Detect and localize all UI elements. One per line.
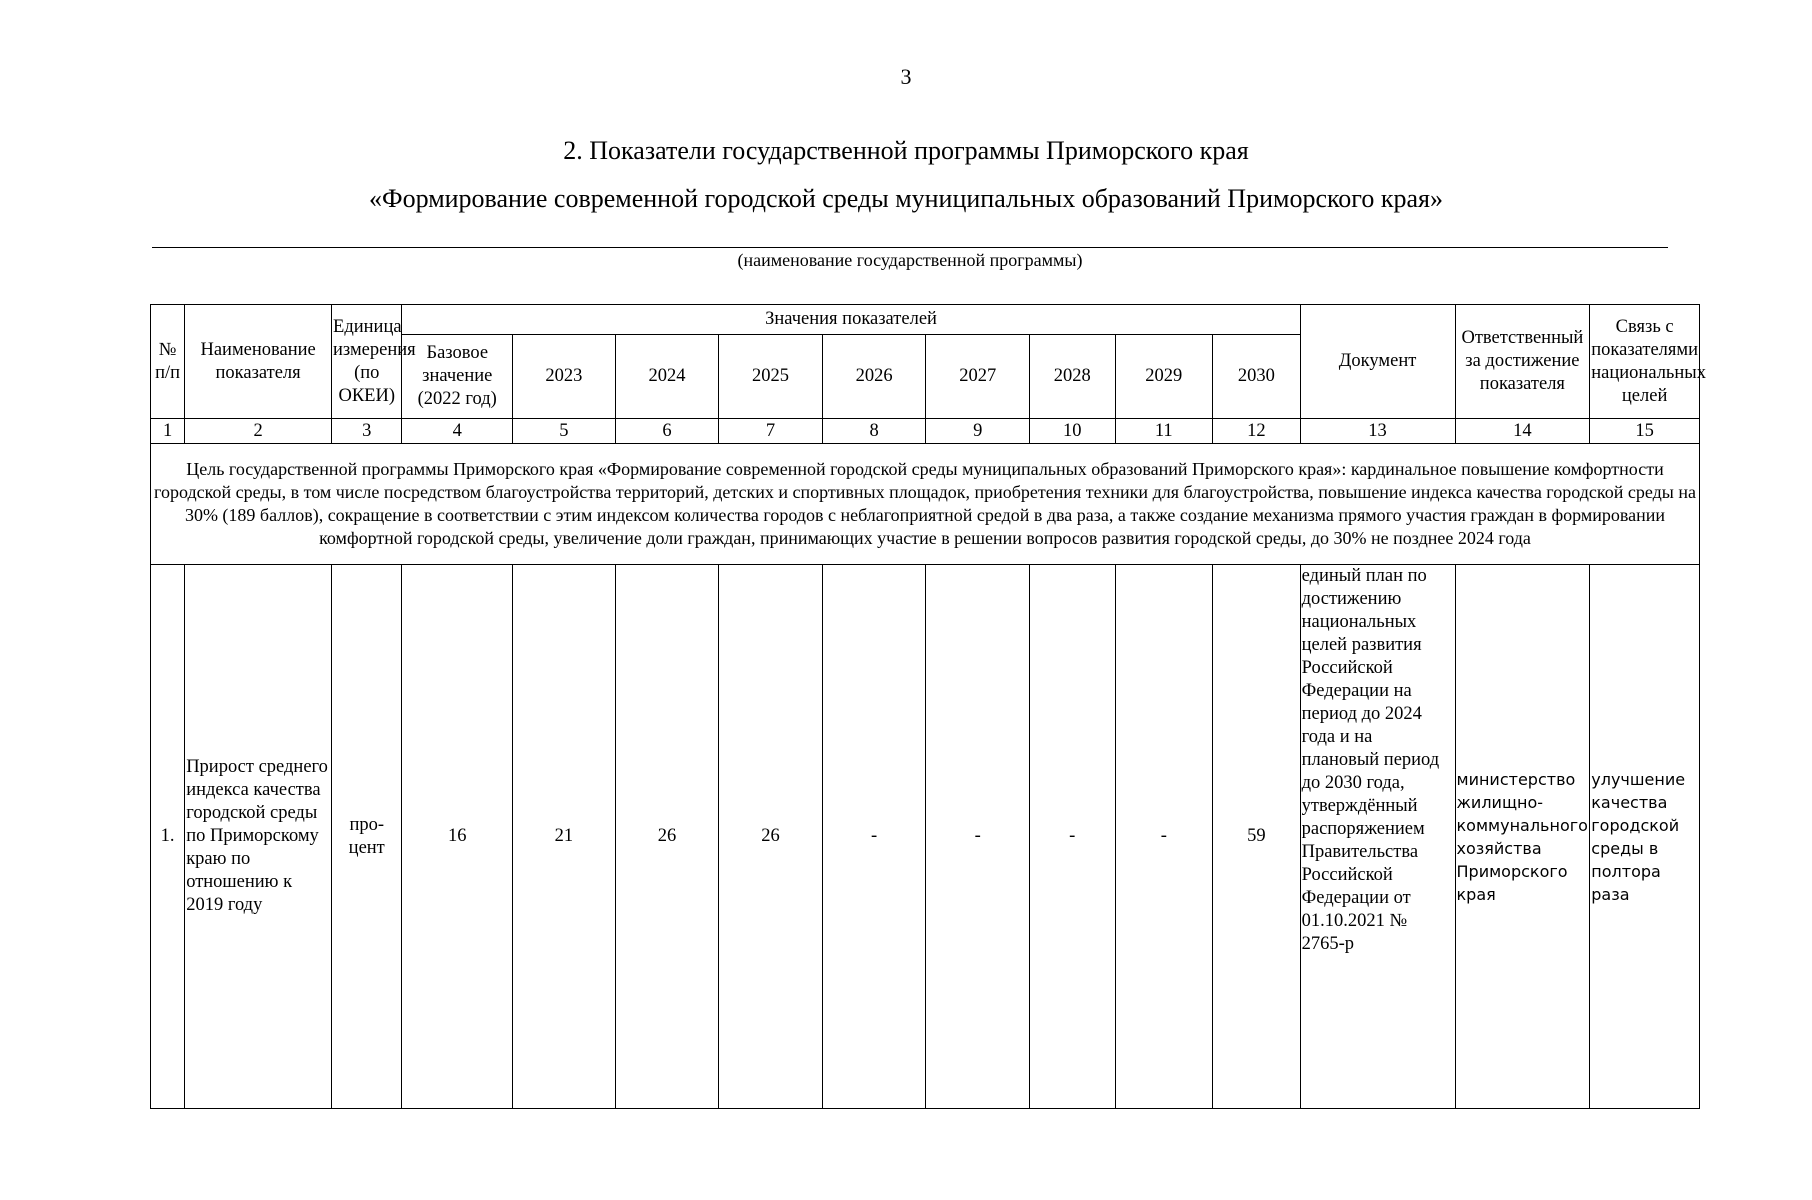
header-year: 2024 bbox=[615, 335, 719, 419]
program-goal: Цель государственной программы Приморского края «Формирование современной городской среды муниципальных образований Приморского края»: кардинальное повышение комфортности городской среды, в том числе посредством благоустройства территорий, детских и спортивных площадок, приобретения техники для благоустройства, повышение индекса качества городской среды на 30% (189 баллов), сокращение в соответствии с этим индексом количества городов с неблагоприятной средой в два раза, а также создание механизма прямого участия граждан в формировании комфортной городской среды, увеличение доли граждан, принимающих участие в решении вопросов развития городской среды, до 30% не позднее 2024 года bbox=[151, 444, 1700, 565]
header-year: 2025 bbox=[719, 335, 823, 419]
program-name-underline bbox=[152, 247, 1668, 248]
column-number: 14 bbox=[1455, 419, 1590, 444]
column-number: 15 bbox=[1590, 419, 1700, 444]
national-goal-link: улучшение качества городской среды в полтора раза bbox=[1590, 565, 1700, 1109]
column-number-row bbox=[151, 419, 1700, 444]
header-values-group: Значения показателей bbox=[402, 305, 1300, 335]
column-number: 1 bbox=[151, 419, 185, 444]
header-unit: Единица измерения (по ОКЕИ) bbox=[332, 305, 402, 419]
indicators-table bbox=[150, 304, 1706, 1109]
header-year: 2027 bbox=[926, 335, 1030, 419]
row-number: 1. bbox=[151, 565, 185, 1109]
document-reference: единый план по достижению национальных целей развития Российской Федерации на период до 2024 года и на плановый период до 2030 года, утверждённый распоряжением Правительства Российской Федерации от 01.10.2021 № 2765-р bbox=[1300, 565, 1455, 1109]
column-number: 10 bbox=[1030, 419, 1115, 444]
year-value: - bbox=[1115, 565, 1213, 1109]
header-num: № п/п bbox=[151, 305, 185, 419]
column-number: 9 bbox=[926, 419, 1030, 444]
header-year: 2028 bbox=[1030, 335, 1115, 419]
responsible-body: министерство жилищно-коммунального хозяйства Приморского края bbox=[1455, 565, 1590, 1109]
header-document: Документ bbox=[1300, 305, 1455, 419]
year-value: - bbox=[822, 565, 926, 1109]
year-value: - bbox=[926, 565, 1030, 1109]
program-name-caption: (наименование государственной программы) bbox=[737, 250, 1083, 270]
header-year: 2026 bbox=[822, 335, 926, 419]
column-number: 6 bbox=[615, 419, 719, 444]
year-value: 59 bbox=[1213, 565, 1301, 1109]
year-value: 26 bbox=[719, 565, 823, 1109]
column-number: 4 bbox=[402, 419, 513, 444]
column-number: 12 bbox=[1213, 419, 1301, 444]
column-number: 8 bbox=[822, 419, 926, 444]
header-year: 2029 bbox=[1115, 335, 1213, 419]
column-number: 3 bbox=[332, 419, 402, 444]
indicator-unit: про- цент bbox=[332, 565, 402, 1109]
header-indicator-name: Наименование показателя bbox=[185, 305, 332, 419]
column-number: 13 bbox=[1300, 419, 1455, 444]
header-national-link: Связь с показателями национальных целей bbox=[1590, 305, 1700, 419]
year-value: 26 bbox=[615, 565, 719, 1109]
header-year: 2030 bbox=[1213, 335, 1301, 419]
program-title-line2: «Формирование современной городской среды муниципальных образований Приморского края» bbox=[369, 184, 1443, 213]
table-row bbox=[151, 565, 1700, 1109]
column-number: 11 bbox=[1115, 419, 1213, 444]
indicator-name: Прирост среднего индекса качества городской среды по Приморскому краю по отношению к 2019 году bbox=[185, 565, 332, 1109]
header-responsible: Ответственный за достижение показателя bbox=[1455, 305, 1590, 419]
header-base-value: Базовое значение (2022 год) bbox=[402, 335, 513, 419]
base-value: 16 bbox=[402, 565, 513, 1109]
column-number: 5 bbox=[513, 419, 616, 444]
program-title-line1: 2. Показатели государственной программы Приморского края bbox=[563, 136, 1249, 165]
column-number: 2 bbox=[185, 419, 332, 444]
header-year: 2023 bbox=[513, 335, 616, 419]
page-number: 3 bbox=[900, 64, 912, 89]
year-value: - bbox=[1030, 565, 1115, 1109]
column-number: 7 bbox=[719, 419, 823, 444]
year-value: 21 bbox=[513, 565, 616, 1109]
